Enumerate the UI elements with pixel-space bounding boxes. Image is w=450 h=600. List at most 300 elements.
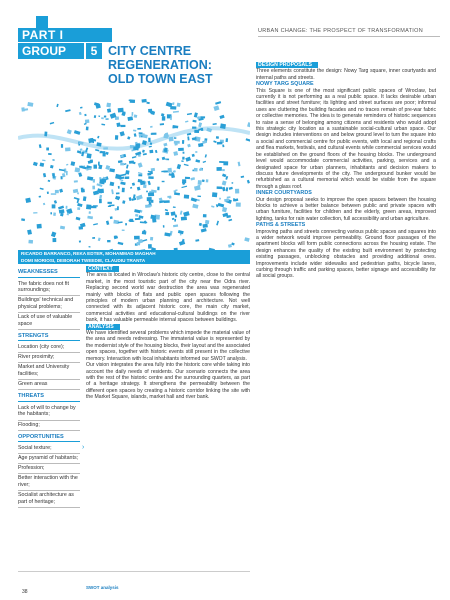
map-building (142, 99, 147, 103)
swot-item: Green areas (18, 380, 80, 390)
context-text: The area is located in Wroclaw's historic city centre, close to the central market, in the most touristic part of the city near the Odra river. Replacing second world war destruction the area was regenerated mainly with blocks of flats and public open spaces following the principles of modern urban planning and architecture. Not well connected with its adjacent historic core, the main city market, commercial activities and educational-cultural buildings on the river bank, it has valuable permeable internal spaces between buildings. (86, 272, 250, 324)
map-building (213, 123, 217, 125)
map-building (65, 147, 71, 151)
map-building (105, 152, 108, 155)
swot-caption: SWOT analysis (86, 585, 119, 590)
map-building (110, 216, 113, 219)
map-building (247, 180, 250, 184)
map-building (218, 203, 225, 207)
map-building (187, 136, 189, 140)
map-building (99, 195, 102, 199)
part-label: PART I (18, 28, 112, 42)
map-building (93, 179, 95, 183)
map-building (148, 176, 153, 179)
map-building (231, 182, 233, 184)
map-building (185, 177, 190, 179)
map-building (89, 211, 91, 214)
swot-item: Socialist architecture as part of heritage; (18, 491, 80, 508)
map-building (106, 118, 109, 119)
map-building (126, 165, 129, 169)
map-building (219, 198, 221, 200)
map-building (165, 212, 169, 215)
map-building (39, 196, 41, 198)
map-building (84, 114, 86, 116)
map-building (236, 203, 241, 207)
map-building (146, 102, 149, 104)
map-building (180, 211, 183, 215)
map-building (74, 180, 78, 182)
map-building (134, 133, 137, 137)
map-building (42, 160, 45, 162)
figure-ground-map (18, 98, 250, 250)
map-building (198, 122, 202, 127)
map-building (98, 162, 100, 166)
map-building (47, 191, 49, 194)
map-building (80, 223, 86, 228)
map-building (74, 130, 81, 135)
map-building (134, 236, 140, 240)
map-building (160, 123, 164, 125)
map-building (118, 242, 124, 245)
map-building (67, 129, 72, 134)
map-building (152, 219, 156, 223)
map-building (81, 189, 84, 193)
map-building (173, 151, 178, 156)
map-building (127, 116, 133, 121)
map-building (116, 122, 120, 126)
map-building (87, 176, 93, 181)
title-line: REGENERATION: (108, 58, 212, 72)
map-building (197, 196, 201, 198)
map-building (54, 200, 57, 204)
map-building (201, 228, 207, 232)
map-building (120, 182, 125, 186)
map-building (147, 173, 151, 176)
map-building (246, 138, 250, 142)
map-building (80, 148, 83, 151)
subheading-nowy-targ: NOWY TARG SQUARE (256, 81, 314, 88)
map-building (71, 161, 76, 166)
group-label: GROUP (18, 43, 84, 59)
map-building (171, 173, 175, 178)
map-building (182, 157, 184, 160)
map-building (138, 162, 143, 167)
map-building (136, 242, 140, 246)
swot-item: Lack of use of valuable space (18, 313, 80, 330)
map-building (185, 121, 188, 123)
map-building (178, 230, 184, 234)
map-building (217, 142, 223, 145)
map-building (27, 229, 32, 234)
map-river (18, 128, 250, 148)
map-building (145, 204, 151, 207)
title-line: CITY CENTRE (108, 44, 192, 58)
map-building (133, 194, 136, 198)
map-building (118, 160, 123, 163)
map-building (173, 170, 176, 173)
map-building (50, 122, 55, 125)
authors-line: RICARDO BARRANCO, REKA EDTER, MOHAMMAD MAGHAH (21, 251, 156, 256)
map-building (90, 160, 93, 163)
map-building (222, 169, 225, 171)
map-building (108, 206, 111, 207)
map-building (216, 221, 219, 226)
map-building (222, 187, 226, 192)
map-building (164, 232, 170, 236)
map-building (105, 165, 110, 170)
section-heading-design: DESIGN PROPOSALS (256, 62, 318, 68)
map-building (174, 143, 177, 146)
map-building (156, 158, 159, 161)
nowy-targ-text: This Square is one of the most significant public spaces of Wroclaw, but currently it is not performing as a real public space. It lacks desirable urban facilities and street furniture; its lighting and street surfaces are poor; informal uses are cluttering the building facades and no traces remain of pre-war fabric or collective memories. The idea is to generate reminders of historic sequences to raise a sense of belonging among citizens and residents who would adopt this strategic city location as a sustainable social-cultural urban space. Our design includes interventions on and below ground level to turn the square into a social and commercial centre for public events, with local and regional crafts and flea markets, festivals, and cultural events while commercial services would be established on the ground floors of the housing blocks. The underground level would accommodate commercial activities, parking, services and a designated space for urban planners, inhabitants and decision makers to discuss future developments of the city. The underground bunker would be refurbished as a cultural memorial which would be visible from the square through a glass roof. (256, 87, 436, 190)
map-building (235, 189, 239, 194)
map-building (85, 119, 89, 123)
map-building (226, 187, 228, 191)
map-building (122, 188, 125, 193)
map-building (162, 181, 165, 182)
map-building (148, 181, 151, 185)
map-building (93, 164, 97, 168)
map-building (184, 164, 189, 166)
map-building (163, 143, 167, 147)
map-building (181, 216, 187, 220)
map-building (61, 144, 63, 148)
map-building (199, 223, 202, 226)
swot-heading: THREATS (18, 393, 80, 402)
map-building (149, 150, 153, 154)
map-building (125, 170, 129, 174)
map-building (213, 140, 216, 143)
map-building (39, 144, 42, 148)
map-building (169, 173, 172, 176)
map-building (115, 196, 120, 201)
map-building (129, 197, 132, 201)
map-building (97, 136, 99, 139)
map-building (85, 147, 88, 152)
map-building (91, 206, 96, 208)
map-building (53, 238, 57, 242)
map-building (174, 137, 177, 139)
map-building (109, 168, 115, 172)
map-building (122, 200, 125, 204)
map-building (211, 205, 214, 207)
map-building (122, 230, 125, 232)
map-building (106, 103, 111, 108)
paths-streets-text: Improving paths and streets connecting various public spaces and squares into a wider network would improve permeability. Ground floor passages of the apartment blocks will form public connections across the housing estate. The design enhances the quality of the existing built environment by protecting existing passages, unblocking obstacles and providing additional ones. Improvements include wider sidewalks and pedestrian paths, bicycle lanes, curbing through traffic and parking spaces, better signage and accessibility for all social groups. (256, 228, 436, 280)
map-building (51, 232, 56, 238)
map-building (116, 192, 120, 194)
map-building (165, 209, 168, 211)
map-building (194, 168, 198, 172)
map-building (203, 214, 207, 217)
map-building (181, 160, 184, 162)
map-building (140, 221, 145, 223)
map-building (86, 153, 91, 158)
map-building (67, 213, 70, 216)
map-building (99, 189, 104, 194)
swot-item: Location (city core); (18, 343, 80, 353)
title-line: OLD TOWN EAST (108, 72, 213, 86)
map-building (148, 192, 154, 196)
map-building (43, 203, 45, 205)
map-building (132, 182, 135, 185)
map-building (103, 147, 108, 150)
map-building (139, 132, 143, 134)
map-building (79, 112, 82, 115)
map-building (234, 198, 238, 201)
map-building (88, 246, 90, 248)
map-building (133, 130, 136, 132)
map-building (78, 172, 82, 177)
map-building (169, 137, 174, 142)
map-building (98, 115, 100, 117)
map-building (164, 200, 170, 203)
map-building (222, 174, 226, 178)
map-building (202, 140, 207, 144)
map-building (120, 163, 124, 165)
inner-courtyards-text: Our design proposal seeks to improve the open spaces between the housing blocks to achieve a better balance between public and private spaces with urban furniture, facilities for children and the elderly, green areas, improved lighting, tanks for rain water collection, full accessibility and urban agriculture. (256, 196, 436, 222)
map-building (94, 115, 97, 118)
map-building (195, 239, 199, 242)
map-building (84, 123, 87, 125)
map-building (77, 192, 79, 194)
map-building (40, 163, 45, 167)
map-building (87, 216, 93, 220)
map-building (169, 196, 172, 199)
map-building (118, 108, 124, 113)
map-building (119, 179, 123, 181)
map-building (48, 180, 51, 182)
map-building (164, 171, 168, 173)
map-building (101, 117, 104, 119)
map-building (148, 244, 152, 248)
map-building (98, 238, 101, 242)
map-building (53, 212, 56, 216)
map-building (174, 219, 176, 222)
map-building (135, 214, 138, 217)
map-building (150, 237, 153, 241)
map-building (46, 148, 49, 151)
swot-item: Better interaction with the river; (18, 474, 80, 491)
map-building (198, 180, 202, 185)
map-building (205, 154, 207, 157)
map-building (111, 189, 114, 194)
map-building (192, 127, 196, 129)
map-building (92, 237, 95, 239)
map-building (228, 219, 232, 222)
map-building (60, 226, 65, 230)
map-building (120, 131, 125, 136)
map-building (172, 218, 175, 220)
map-building (115, 135, 118, 140)
map-building (59, 209, 65, 213)
map-building (191, 197, 197, 202)
map-building (183, 211, 190, 217)
map-building (138, 172, 143, 174)
map-building (83, 196, 87, 201)
map-building (181, 186, 187, 189)
swot-heading: STRENGTS (18, 333, 80, 342)
map-building (143, 184, 147, 188)
map-building (182, 140, 184, 144)
map-building (228, 244, 232, 248)
map-building (118, 186, 120, 189)
running-head: URBAN CHANGE: THE PROSPECT OF TRANSFORMATION (258, 28, 440, 37)
group-number: 5 (86, 43, 102, 59)
map-building (200, 116, 205, 118)
map-building (137, 128, 141, 130)
map-building (66, 164, 68, 166)
map-building (104, 116, 106, 118)
page-title (108, 44, 248, 86)
map-building (222, 181, 227, 186)
map-building (151, 133, 156, 135)
map-building (138, 174, 142, 176)
arrow-right-icon: › (82, 444, 85, 451)
map-building (190, 177, 195, 180)
swot-item: Age pyramid of habitants; (18, 454, 80, 464)
map-building (173, 206, 176, 208)
map-building (192, 120, 196, 123)
map-building (163, 225, 165, 227)
map-building (52, 173, 54, 178)
map-building (52, 159, 54, 160)
divider (18, 571, 250, 572)
map-building (93, 190, 99, 195)
map-building (143, 153, 147, 155)
map-building (48, 153, 52, 155)
map-building (177, 164, 181, 169)
map-building (244, 237, 249, 242)
map-building (247, 122, 250, 128)
map-building (92, 186, 95, 190)
map-building (149, 146, 152, 148)
map-building (161, 113, 165, 116)
map-building (43, 173, 46, 177)
analysis-text: We have identified several problems which impede the material value of the area and needs redressing. The immaterial value is represented by the modernist style of the housing blocks, their layout and the associated open spaces, together with historic events still present in the collective memory. Interaction with local inhabitants informed our SWOT analysis. (86, 330, 250, 362)
map-building (130, 187, 132, 189)
map-building (217, 167, 222, 171)
map-building (74, 167, 80, 172)
corner-square-marker (36, 16, 48, 28)
map-building (170, 106, 176, 110)
map-building (219, 161, 224, 163)
section-heading-context: CONTEXT (86, 266, 119, 272)
map-building (216, 136, 219, 139)
map-building (192, 154, 195, 157)
map-building (195, 159, 200, 162)
subheading-paths-streets: PATHS & STREETS (256, 222, 306, 229)
subheading-inner-courtyards: INNER COURTYARDS (256, 190, 312, 197)
map-building (61, 176, 63, 179)
swot-item: Lack of will to change by the habitants; (18, 404, 80, 421)
map-building (56, 104, 58, 107)
map-building (187, 144, 191, 148)
map-building (79, 166, 83, 168)
swot-item: Social texture; (18, 444, 80, 454)
map-building (148, 138, 150, 142)
map-building (203, 224, 208, 228)
map-building (194, 130, 199, 133)
design-intro-text: Three elements constitute the design: Nowy Targ square, inner courtyards and internal paths and streets. (256, 68, 436, 81)
map-building (219, 115, 224, 119)
map-building (213, 105, 219, 111)
swot-item: Market and University facilities; (18, 363, 80, 380)
map-building (110, 182, 115, 187)
swot-heading: OPPORTUNITIES (18, 434, 80, 443)
map-building (106, 221, 109, 225)
authors-band (18, 250, 250, 264)
map-building (107, 240, 110, 242)
map-building (130, 145, 134, 148)
right-column (256, 62, 436, 280)
map-building (225, 176, 228, 180)
swot-item: Flooding; (18, 421, 80, 431)
map-building (166, 159, 169, 161)
map-building (187, 113, 192, 115)
map-building (183, 152, 185, 154)
map-building (123, 112, 126, 115)
map-building (162, 116, 165, 120)
map-building (168, 168, 172, 173)
map-building (162, 157, 166, 160)
map-building (177, 103, 181, 107)
map-building (50, 212, 52, 214)
map-building (125, 176, 130, 179)
map-building (28, 240, 33, 244)
map-building (76, 217, 81, 221)
map-building (132, 112, 134, 116)
map-building (99, 199, 102, 203)
map-building (151, 168, 155, 171)
map-building (50, 165, 54, 169)
map-building (205, 220, 209, 224)
map-building (55, 190, 59, 193)
map-building (33, 212, 37, 214)
map-building (101, 124, 105, 126)
map-building (77, 207, 80, 210)
swot-sidebar (18, 266, 80, 508)
map-building (185, 157, 191, 162)
map-building (103, 152, 106, 156)
map-building (142, 239, 148, 242)
map-building (58, 205, 64, 209)
vision-text: Our vision integrates the area fully into the historic core while taking into account the daily needs of residents. Our scenario connects the area with the rest of the historic centre and the surrounding quarters, as part of a heritage strategy. It strengthens the permeability between the different open spaces by creating a historic corridor linking the site with the Market Square, islands, market hall and river bank. (86, 362, 250, 401)
map-building (229, 187, 233, 190)
page-number: 38 (22, 589, 28, 595)
map-building (40, 188, 44, 190)
map-building (220, 123, 226, 129)
map-building (77, 199, 80, 203)
map-building (203, 161, 206, 163)
map-building (117, 206, 119, 210)
map-building (150, 142, 152, 144)
map-building (124, 163, 127, 165)
map-building (132, 198, 137, 201)
map-building (52, 204, 56, 208)
map-building (127, 136, 130, 139)
map-building (44, 132, 47, 137)
map-building (172, 102, 174, 105)
map-building (135, 218, 141, 220)
map-building (192, 204, 198, 209)
map-building (80, 107, 83, 109)
map-building (222, 144, 224, 147)
map-building (107, 108, 111, 112)
map-building (226, 138, 229, 142)
map-building (51, 193, 56, 195)
map-building (86, 127, 89, 131)
